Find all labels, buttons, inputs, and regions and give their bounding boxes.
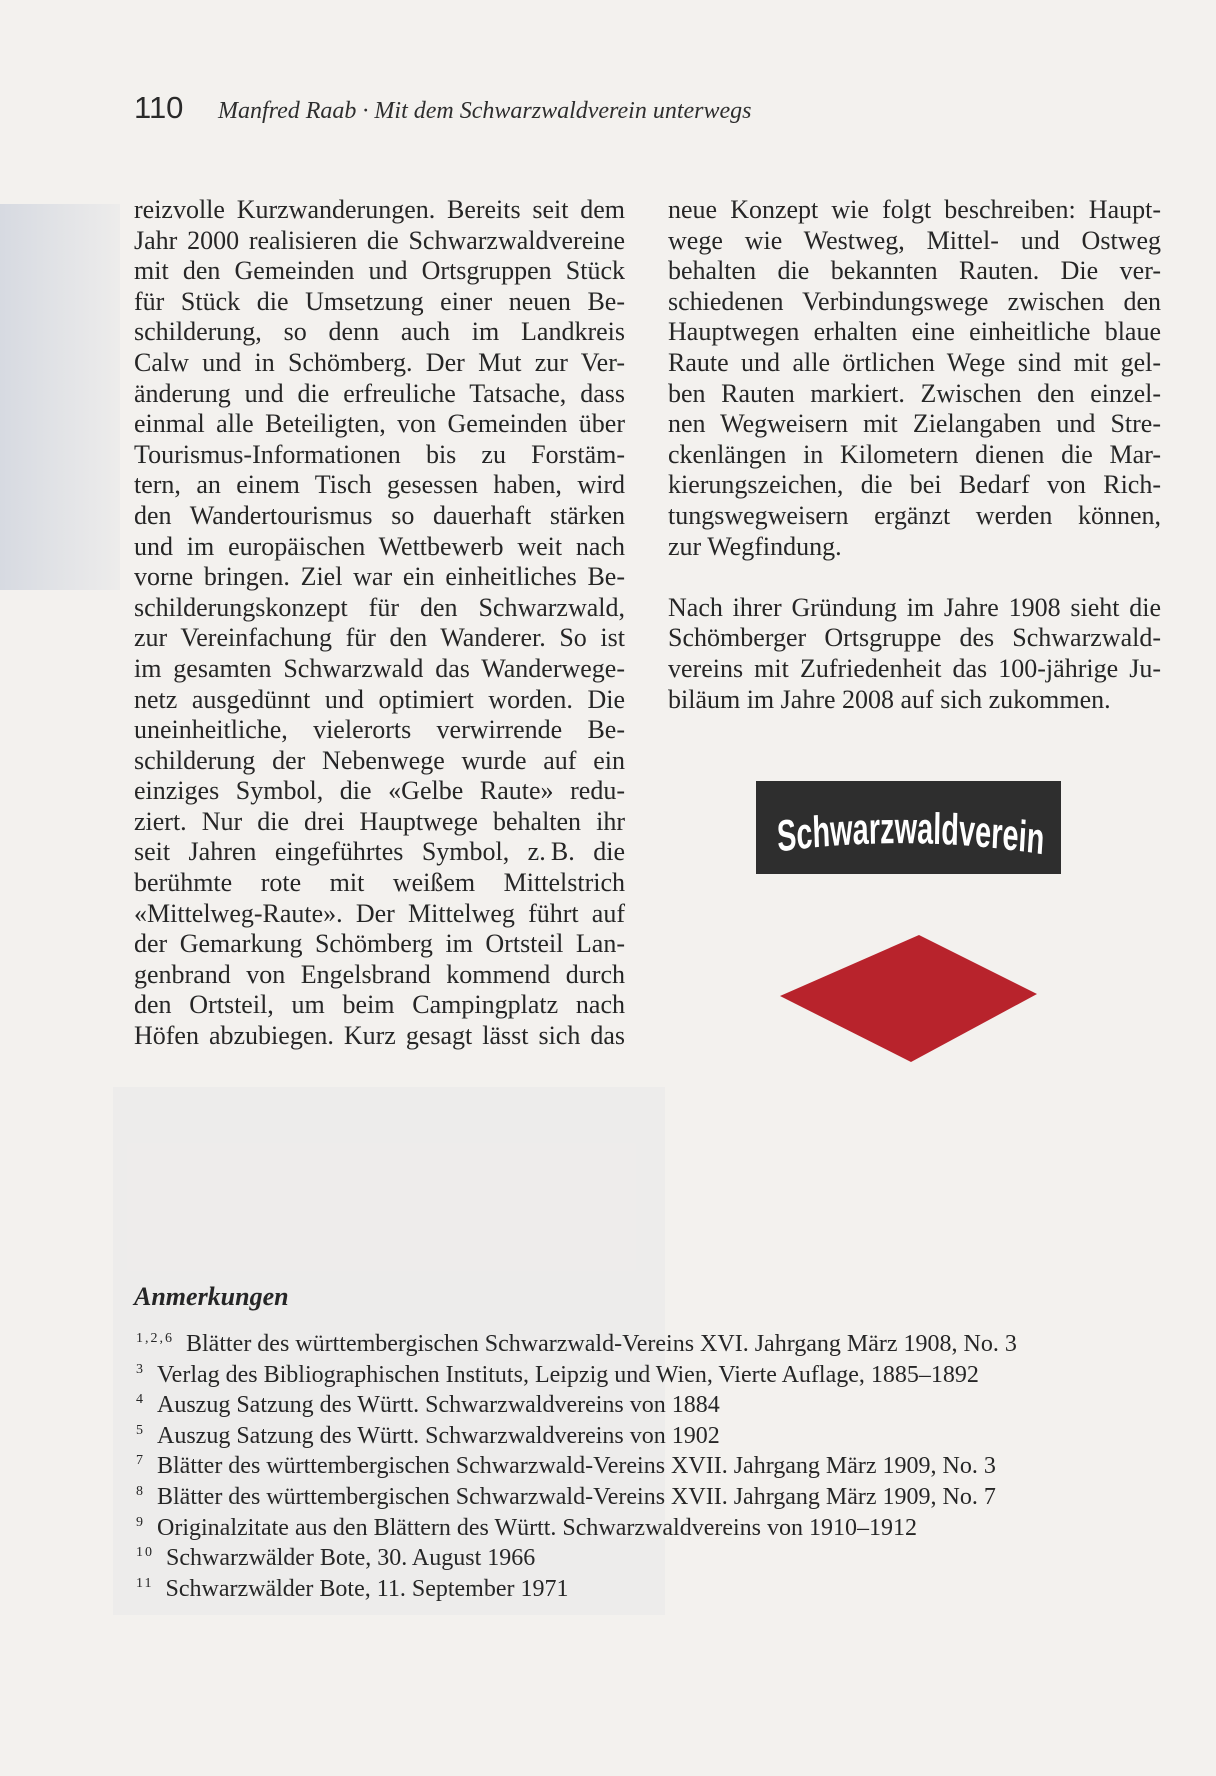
body-text-line: nen Wegweisern mit Zielangaben und Stre- [668,409,1161,439]
body-text-line: vorne bringen. Ziel war ein einheitliches Be- [134,562,625,592]
footnote-text: Originalzitate aus den Blättern des Württ. Schwarzwaldvereins von 1910–1912 [157,1514,918,1541]
body-text-line: schilderungskonzept für den Schwarzwald, [134,592,625,622]
body-text-line: netz ausgedünnt und optimiert worden. Die [134,684,625,714]
footnote [136,1482,1017,1513]
footnote [136,1543,1017,1574]
body-text-line: kierungszeichen, die bei Bedarf von Rich- [668,470,1161,500]
body-text-line: änderung und die erfreuliche Tatsache, dass [134,378,625,408]
body-text-line: Hauptwegen erhalten eine einheitliche blaue [668,317,1161,347]
body-text-line: Höfen abzubiegen. Kurz gesagt lässt sich das [134,1021,625,1051]
footnote-text: Blätter des württembergischen Schwarzwald-Vereins XVI. Jahrgang März 1908, No. 3 [186,1331,1017,1357]
body-text-line: den Ortsteil, um beim Campingplatz nach [134,990,625,1020]
footnote-text: Verlag des Bibliographischen Instituts, Leipzig und Wien, Vierte Auflage, 1885–1892 [157,1361,979,1388]
body-text-line: tungswegweisern ergänzt werden können, [668,500,1161,530]
body-text-line: zur Wegfindung. [668,531,842,561]
footnote-number: 4 [136,1392,145,1408]
body-text-line: im gesamten Schwarzwald das Wanderwege- [134,653,625,683]
body-text-line: für Stück die Umsetzung einer neuen Be- [134,286,625,316]
body-text-line: zur Vereinfachung für den Wanderer. So ist [134,623,625,653]
body-text-line: Schömberger Ortsgruppe des Schwarzwald- [668,623,1161,653]
body-text-line: behalten die bekannten Rauten. Die ver- [668,256,1161,286]
body-text-line: ckenlängen in Kilometern dienen die Mar- [668,439,1161,469]
footnote [136,1451,1017,1482]
bleed-through-shade-left [0,204,120,590]
footnote-number: 8 [136,1483,145,1499]
body-text-line: uneinheitliche, vielerorts verwirrende Be- [134,715,625,745]
left-text-column [134,195,625,1052]
body-text-line: schilderung, so denn auch im Landkreis [134,317,625,347]
body-text-line: Jahr 2000 realisieren die Schwarzwaldvereine [134,225,625,255]
body-text-line: Tourismus-Informationen bis zu Forstäm- [134,439,625,469]
footnote-text: Blätter des württembergischen Schwarzwald-Vereins XVII. Jahrgang März 1909, No. 7 [157,1483,996,1510]
body-text-line: den Wandertourismus so dauerhaft stärken [134,500,625,530]
running-title: Manfred Raab · Mit dem Schwarzwaldverein unterwegs [218,98,752,124]
body-text-line: einmal alle Beteiligten, von Gemeinden über [134,409,625,439]
footnote-number: 9 [136,1514,145,1530]
footnote-text: Auszug Satzung des Württ. Schwarzwaldvereins von 1884 [157,1392,720,1419]
footnote-number: 7 [136,1453,145,1469]
footnote-number: 5 [136,1422,145,1438]
footnote-text: Blätter des württembergischen Schwarzwald-Vereins XVII. Jahrgang März 1909, No. 3 [157,1453,996,1480]
notes-heading: Anmerkungen [134,1282,289,1311]
footnote-text: Auszug Satzung des Württ. Schwarzwaldvereins von 1902 [157,1422,720,1449]
body-text-line: genbrand von Engelsbrand kommend durch [134,959,625,989]
body-text-line: tern, an einem Tisch gesessen haben, wird [134,470,625,500]
footnote-number: 3 [136,1361,145,1377]
body-text-line: Nach ihrer Gründung im Jahre 1908 sieht die [668,592,1161,622]
body-text-line: vereins mit Zufriedenheit das 100-jährige Ju- [668,653,1161,683]
body-text-line: ziert. Nur die drei Hauptwege behalten ihr [134,806,625,836]
red-diamond-shape [780,935,1037,1062]
footnote [136,1421,1017,1452]
body-text-line: ben Rauten markiert. Zwischen den einzel- [668,378,1161,408]
body-text-line: reizvolle Kurzwanderungen. Bereits seit dem [134,195,625,224]
footnote [136,1574,1017,1605]
body-text-line: seit Jahren eingeführtes Symbol, z. B. die [134,837,625,867]
body-text-line: Calw und in Schömberg. Der Mut zur Ver- [134,347,625,377]
page-number: 110 [134,90,184,125]
body-text-line: und im europäischen Wettbewerb weit nach [134,531,625,561]
body-text-line: mit den Gemeinden und Ortsgruppen Stück [134,256,625,286]
body-text-line: berühmte rote mit weißem Mittelstrich [134,868,625,898]
body-text-line: «Mittelweg-Raute». Der Mittelweg führt auf [134,898,625,928]
running-head [134,90,751,129]
body-text-line: wege wie Westweg, Mittel- und Ostweg [668,225,1161,255]
logo-text-path: Schwarzwaldverein [775,802,1046,864]
body-text-line: neue Konzept wie folgt beschreiben: Haupt- [668,195,1161,224]
footnote-text: Schwarzwälder Bote, 30. August 1966 [166,1545,536,1572]
body-text-line: biläum im Jahre 2008 auf sich zukommen. [668,684,1111,714]
body-text-line: schilderung der Nebenwege wurde auf ein [134,745,625,775]
footnote [136,1390,1017,1421]
footnote [136,1513,1017,1544]
schwarzwaldverein-logo [756,781,1061,874]
red-diamond-marker [770,928,1050,1070]
footnote-number: 10 [136,1545,154,1561]
footnote-number: 1,2,6 [136,1331,174,1346]
footnote [136,1329,1017,1360]
body-text-line: Raute und alle örtlichen Wege sind mit gel- [668,347,1161,377]
paragraph [668,195,1161,562]
footnotes-list [136,1329,1017,1604]
body-text-line: einziges Symbol, die «Gelbe Raute» redu- [134,776,625,806]
footnote-number: 11 [136,1575,154,1591]
paragraph [668,593,1161,715]
right-text-column [668,195,1161,715]
footnote [136,1360,1017,1391]
body-text-line: der Gemarkung Schömberg im Ortsteil Lan- [134,929,625,959]
body-text-line: schiedenen Verbindungswege zwischen den [668,286,1161,316]
footnote-text: Schwarzwälder Bote, 11. September 1971 [165,1575,569,1602]
